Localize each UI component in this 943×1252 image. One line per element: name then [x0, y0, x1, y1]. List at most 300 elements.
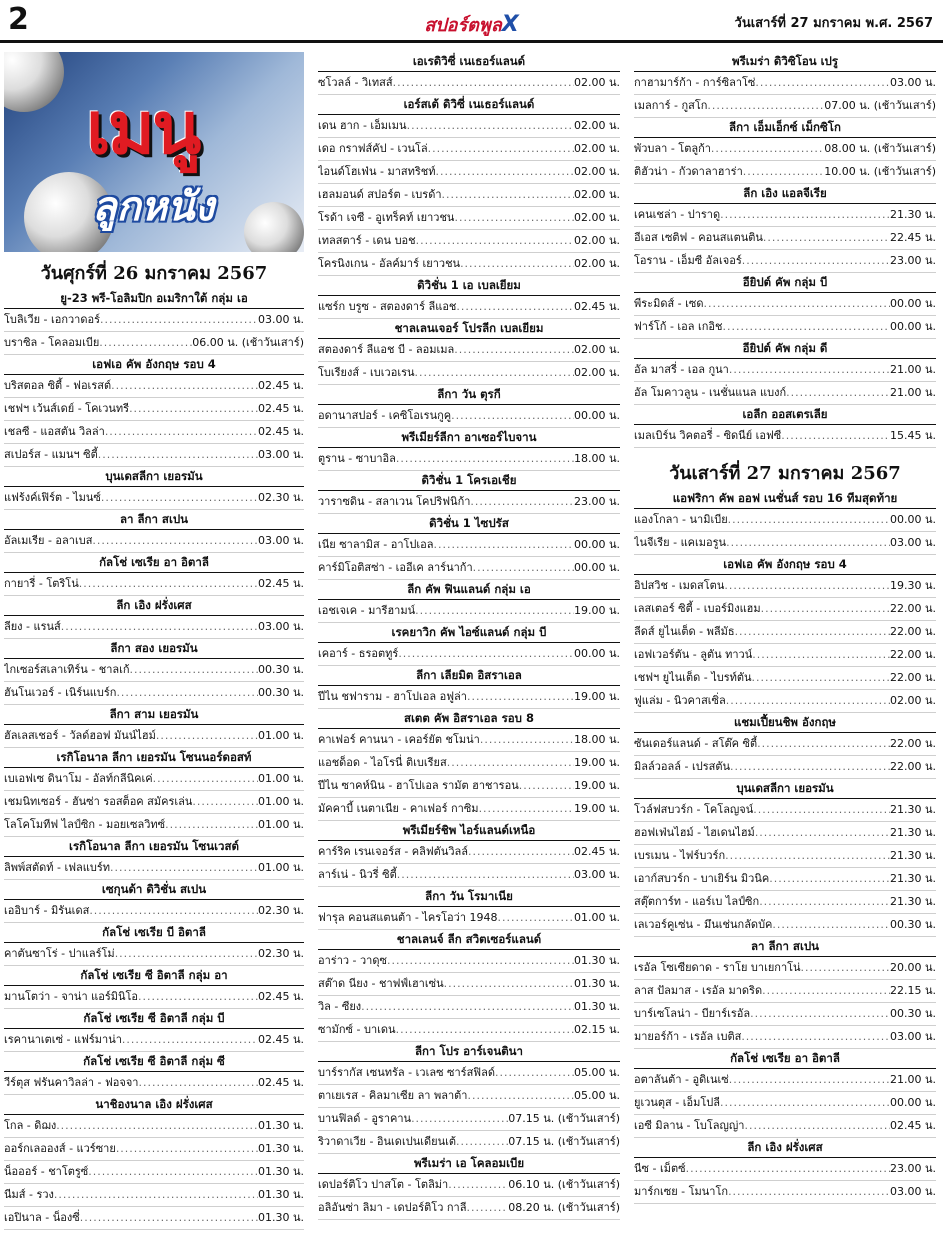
- fixture-row: [318, 1197, 620, 1220]
- dot-leader: [711, 138, 824, 160]
- match-teams: มานโตว่า - จาน่า แอร์มินิโอ: [4, 990, 139, 1003]
- match-teams: บานฟิลด์ - อูราคาน: [318, 1112, 412, 1125]
- brand-name: สปอร์ตพูล: [424, 15, 502, 36]
- dot-leader: [495, 1062, 574, 1084]
- fixture-row: [318, 1085, 620, 1108]
- kickoff-time: 02.00 น.: [573, 366, 620, 379]
- dot-leader: [460, 253, 574, 275]
- kickoff-time: 19.00 น.: [573, 802, 620, 815]
- kickoff-time: 02.00 น.: [573, 119, 620, 132]
- kickoff-time: 00.00 น.: [889, 320, 936, 333]
- dot-leader: [116, 682, 258, 704]
- dot-leader: [786, 382, 890, 404]
- dot-leader: [101, 487, 258, 509]
- kickoff-time: 02.30 น.: [257, 491, 304, 504]
- fixture-row: [4, 768, 304, 791]
- league-heading: เซกุนด้า ดิวิชั่น สเปน: [4, 880, 304, 900]
- kickoff-time: 21.30 น.: [889, 208, 936, 221]
- match-teams: แองโกลา - นามิเบีย: [634, 513, 728, 526]
- fixture-row: [318, 600, 620, 623]
- match-teams: ซันเดอร์แลนด์ - สโต๊ค ซิตี้: [634, 737, 758, 750]
- match-teams: อดานาสปอร์ - เคซิโอเรนกูคู: [318, 409, 452, 422]
- league-heading: ลีกา วัน โรมาเนีย: [318, 887, 620, 907]
- league-heading: อียิปต์ คัพ กลุ่ม ดี: [634, 339, 936, 359]
- kickoff-time: 02.00 น.: [573, 188, 620, 201]
- match-teams: เชฟฯ เว้นส์เดย์ - โคเวนทรี: [4, 402, 130, 415]
- league-heading: เอเรดิวิซี่ เนเธอร์แลนด์: [318, 52, 620, 72]
- fixture-list: [318, 52, 620, 1220]
- kickoff-time: 23.00 น.: [573, 495, 620, 508]
- fixture-row: [634, 532, 936, 555]
- dot-leader: [447, 752, 574, 774]
- league-heading: เอร์สเต้ ดิวิซี่ เนเธอร์แลนด์: [318, 95, 620, 115]
- match-teams: กายารี่ - โตริโน่: [4, 577, 79, 590]
- dot-leader: [92, 530, 258, 552]
- match-teams: โลโคโมทีฟ ไลป์ซิก - มอยเซลวิทซ์: [4, 818, 166, 831]
- match-teams: อิปสวิช - เมดสโตน: [634, 579, 725, 592]
- dot-leader: [741, 1026, 890, 1048]
- kickoff-time: 22.00 น.: [889, 671, 936, 684]
- match-teams: อาร่าว - วาดุซ: [318, 954, 387, 967]
- dot-leader: [726, 532, 890, 554]
- match-teams: บราซิล - โคลอมเบีย: [4, 336, 100, 349]
- match-teams: อัล โมคาวลูน - เนชั่นแนล แบงก์: [634, 386, 787, 399]
- league-heading: ลีก เอิง แอลจีเรีย: [634, 184, 936, 204]
- kickoff-time: 02.00 น.: [889, 694, 936, 707]
- fixture-row: [634, 1115, 936, 1138]
- match-teams: พัวบลา - โตลูก้า: [634, 142, 711, 155]
- fixture-row: [4, 725, 304, 748]
- match-teams: สเปอร์ส - แมนฯ ซิตี้: [4, 448, 98, 461]
- match-teams: วิล - ซียง: [318, 1000, 362, 1013]
- fixture-row: [4, 1072, 304, 1095]
- match-teams: เดปอร์ติโว ปาสโต - โตลิม่า: [318, 1178, 449, 1191]
- match-teams: เอาก์สบวร์ก - บาเยิร์น มิวนิค: [634, 872, 770, 885]
- fixture-row: [4, 1184, 304, 1207]
- league-heading: สเตต คัพ อิสราเอล รอบ 8: [318, 709, 620, 729]
- fixture-row: [318, 996, 620, 1019]
- kickoff-time: 03.00 น.: [889, 76, 936, 89]
- fixture-row: [318, 643, 620, 666]
- dot-leader: [743, 161, 825, 183]
- dot-leader: [725, 845, 890, 867]
- banner-title: เมนู: [86, 86, 199, 170]
- dot-leader: [757, 733, 890, 755]
- league-heading: นาชิองนาล เอิง ฝรั่งเศส: [4, 1095, 304, 1115]
- fixture-row: [4, 857, 304, 880]
- kickoff-time: 02.45 น.: [257, 379, 304, 392]
- fixture-row: [634, 980, 936, 1003]
- dot-leader: [479, 798, 574, 820]
- kickoff-time: 06.00 น. (เช้าวันเสาร์): [192, 336, 304, 349]
- dot-leader: [80, 1207, 258, 1229]
- match-teams: ฮันโนเวอร์ - เนิร์นแบร์ก: [4, 686, 117, 699]
- fixture-row: [634, 575, 936, 598]
- dot-leader: [111, 375, 258, 397]
- match-teams: เมลการ์ - กูสโก: [634, 99, 708, 112]
- fixture-row: [634, 1003, 936, 1026]
- page-header: [0, 0, 943, 42]
- fixture-row: [4, 444, 304, 467]
- dot-leader: [752, 644, 890, 666]
- dot-leader: [415, 600, 574, 622]
- dot-leader: [753, 799, 890, 821]
- kickoff-time: 03.00 น.: [889, 1030, 936, 1043]
- fixture-row: [318, 491, 620, 514]
- fixture-row: [4, 332, 304, 355]
- dot-leader: [769, 868, 890, 890]
- match-teams: ไกเซอร์สเลาเทิร์น - ชาลเก้: [4, 663, 130, 676]
- fixture-row: [318, 1062, 620, 1085]
- dot-leader: [396, 448, 574, 470]
- fixture-row: [634, 161, 936, 184]
- kickoff-time: 01.00 น.: [257, 861, 304, 874]
- kickoff-time: 01.30 น.: [573, 977, 620, 990]
- kickoff-time: 01.30 น.: [573, 954, 620, 967]
- dot-leader: [762, 980, 890, 1002]
- kickoff-time: 19.00 น.: [573, 690, 620, 703]
- dot-leader: [519, 775, 574, 797]
- kickoff-time: 02.00 น.: [573, 343, 620, 356]
- kickoff-time: 21.00 น.: [889, 1073, 936, 1086]
- dot-leader: [454, 339, 574, 361]
- match-teams: คาตันซาโร่ - ปาแลร์โม่: [4, 947, 115, 960]
- fixture-row: [634, 667, 936, 690]
- dot-leader: [393, 72, 574, 94]
- fixture-row: [634, 382, 936, 405]
- fixture-row: [4, 1161, 304, 1184]
- fixture-row: [318, 138, 620, 161]
- league-heading: เอฟเอ คัพ อังกฤษ รอบ 4: [634, 555, 936, 575]
- fixture-row: [318, 115, 620, 138]
- match-teams: เคนเชล่า - ปาราดู: [634, 208, 721, 221]
- kickoff-time: 02.45 น.: [257, 425, 304, 438]
- page-number: 2: [8, 2, 29, 37]
- fixture-row: [318, 207, 620, 230]
- match-teams: ฟารุล คอนสแตนต้า - ไครโอว่า 1948: [318, 911, 498, 924]
- kickoff-time: 01.00 น.: [573, 911, 620, 924]
- league-heading: ลีกา เอ็มเอ็กซ์ เม็กซิโก: [634, 118, 936, 138]
- match-teams: น็อออร์ - ชาโตรูซ์: [4, 1165, 89, 1178]
- fixture-row: [634, 733, 936, 756]
- fixture-row: [634, 1069, 936, 1092]
- kickoff-time: 00.30 น.: [889, 918, 936, 931]
- fixture-row: [4, 900, 304, 923]
- dot-leader: [724, 575, 890, 597]
- match-teams: เอซี มิลาน - โบโลญญ่า: [634, 1119, 745, 1132]
- kickoff-time: 00.00 น.: [573, 647, 620, 660]
- league-heading: ชาลเลนจ์ ลีก สวิตเซอร์แลนด์: [318, 930, 620, 950]
- kickoff-time: 02.00 น.: [573, 211, 620, 224]
- kickoff-time: 22.45 น.: [889, 231, 936, 244]
- fixture-row: [4, 682, 304, 705]
- league-heading: ยู-23 พรี-โอลิมปิก อเมริกาใต้ กลุ่ม เอ: [4, 289, 304, 309]
- fixture-row: [4, 1207, 304, 1230]
- match-teams: สตองดาร์ ลีแอช บี - ลอมเมล: [318, 343, 455, 356]
- league-heading: ลีกา สาม เยอรมัน: [4, 705, 304, 725]
- fixture-row: [318, 405, 620, 428]
- kickoff-time: 07.15 น. (เช้าวันเสาร์): [508, 1135, 620, 1148]
- league-heading: แอฟริกา คัพ ออฟ เนชั่นส์ รอบ 16 ทีมสุดท้าย: [634, 489, 936, 509]
- match-teams: ติฮัวน่า - กัวดาลาฮาร่า: [634, 165, 743, 178]
- match-teams: คาร์ริค เรนเจอร์ส - คลิฟตันวิลล์: [318, 845, 468, 858]
- fixture-row: [318, 339, 620, 362]
- dot-leader: [156, 725, 258, 747]
- fixture-row: [318, 161, 620, 184]
- column-3: [634, 52, 936, 1204]
- match-teams: โครนิงเกน - อัลค์มาร์ เยาวชน: [318, 257, 461, 270]
- dot-leader: [729, 359, 890, 381]
- match-teams: เทลสตาร์ - เดน บอช: [318, 234, 416, 247]
- fixture-row: [318, 1174, 620, 1197]
- fixture-row: [4, 375, 304, 398]
- fixture-row: [634, 957, 936, 980]
- dot-leader: [98, 444, 258, 466]
- dot-leader: [130, 659, 258, 681]
- fixture-row: [634, 822, 936, 845]
- match-teams: วาราซดิน - สลาเวน โคปริฟนิก้า: [318, 495, 471, 508]
- fixture-row: [634, 598, 936, 621]
- kickoff-time: 02.45 น.: [257, 1076, 304, 1089]
- kickoff-time: 00.00 น.: [889, 1096, 936, 1109]
- fixture-row: [318, 362, 620, 385]
- fixture-row: [318, 1131, 620, 1154]
- fixture-row: [318, 1108, 620, 1131]
- match-teams: เออิบาร์ - มิรันเดส: [4, 904, 90, 917]
- dot-leader: [116, 1138, 258, 1160]
- dot-leader: [138, 1072, 258, 1094]
- match-teams: ออร์กเลอองส์ - แวร์ซาย: [4, 1142, 116, 1155]
- dot-leader: [442, 184, 574, 206]
- kickoff-time: 21.30 น.: [889, 803, 936, 816]
- fixture-list: [634, 489, 936, 1204]
- fixture-row: [634, 644, 936, 667]
- league-heading: กัลโช่ เซเรีย ซี อิตาลี กลุ่ม บี: [4, 1009, 304, 1029]
- dot-leader: [129, 398, 258, 420]
- match-teams: โบลิเวีย - เอกวาดอร์: [4, 313, 101, 326]
- fixture-row: [4, 616, 304, 639]
- kickoff-time: 19.00 น.: [573, 604, 620, 617]
- column-1: [4, 52, 304, 1230]
- match-teams: ฟูแล่ม - นิวคาสเซิ่ล: [634, 694, 726, 707]
- fixture-row: [4, 986, 304, 1009]
- kickoff-time: 03.00 น.: [573, 868, 620, 881]
- fixture-row: [634, 690, 936, 713]
- dot-leader: [761, 598, 890, 620]
- dot-leader: [686, 1158, 890, 1180]
- league-heading: เอลีก ออสเตรเลีย: [634, 405, 936, 425]
- dot-leader: [411, 1108, 508, 1130]
- match-teams: ปีไน ชฟาราม - ฮาโปเอล อฟูล่า: [318, 690, 467, 703]
- dot-leader: [88, 1161, 258, 1183]
- dot-leader: [396, 1019, 574, 1041]
- dot-leader: [755, 822, 890, 844]
- dot-leader: [720, 204, 890, 226]
- kickoff-time: 15.45 น.: [889, 429, 936, 442]
- dot-leader: [79, 573, 258, 595]
- kickoff-time: 02.30 น.: [257, 947, 304, 960]
- kickoff-time: 01.00 น.: [257, 818, 304, 831]
- fixture-row: [4, 814, 304, 837]
- fixture-row: [318, 557, 620, 580]
- kickoff-time: 02.00 น.: [573, 76, 620, 89]
- fixture-row: [318, 973, 620, 996]
- fixture-row: [634, 868, 936, 891]
- match-teams: บาร์เซโลน่า - บียาร์เรอัล: [634, 1007, 751, 1020]
- kickoff-time: 02.00 น.: [573, 165, 620, 178]
- kickoff-time: 02.30 น.: [257, 904, 304, 917]
- column-2: [318, 52, 620, 1220]
- kickoff-time: 02.15 น.: [573, 1023, 620, 1036]
- kickoff-time: 18.00 น.: [573, 452, 620, 465]
- kickoff-time: 21.30 น.: [889, 895, 936, 908]
- dot-leader: [110, 857, 258, 879]
- kickoff-time: 21.00 น.: [889, 386, 936, 399]
- dot-leader: [153, 768, 258, 790]
- match-teams: เคอาร์ - ธรอตทูร์: [318, 647, 399, 660]
- kickoff-time: 10.00 น. (เช้าวันเสาร์): [824, 165, 936, 178]
- match-teams: อัล มาสรี่ - เอล กูนา: [634, 363, 729, 376]
- league-heading: แชมเปี้ยนชิพ อังกฤษ: [634, 713, 936, 733]
- fixture-row: [318, 775, 620, 798]
- match-teams: เบเอฟเซ ดินาโม - อัลท์กลีนิคเค่: [4, 772, 153, 785]
- fixture-row: [318, 841, 620, 864]
- match-teams: ปีไน ซาคห์นิน - ฮาโปเอล รามัต ฮาชารอน: [318, 779, 519, 792]
- kickoff-time: 07.00 น. (เช้าวันเสาร์): [824, 99, 936, 112]
- day-title-saturday: วันเสาร์ที่ 27 มกราคม 2567: [669, 463, 901, 484]
- kickoff-time: 00.00 น.: [573, 409, 620, 422]
- match-teams: ลิพพ์สตัดท์ - เฟลแบร์ท: [4, 861, 110, 874]
- fixture-row: [318, 686, 620, 709]
- fixture-row: [4, 421, 304, 444]
- day-title-friday: วันศุกร์ที่ 26 มกราคม 2567: [40, 263, 268, 284]
- match-teams: ยูเวนตุส - เอ็มโปลี: [634, 1096, 720, 1109]
- match-teams: มิลล์วอลล์ - เปรสตัน: [634, 760, 730, 773]
- league-heading: ลีก เอิง ฝรั่งเศส: [634, 1138, 936, 1158]
- dot-leader: [451, 405, 574, 427]
- match-teams: นีซ - เม็ตซ์: [634, 1162, 686, 1175]
- kickoff-time: 03.00 น.: [257, 534, 304, 547]
- fixture-row: [634, 1092, 936, 1115]
- kickoff-time: 00.00 น.: [889, 513, 936, 526]
- dot-leader: [105, 421, 258, 443]
- kickoff-time: 03.00 น.: [257, 620, 304, 633]
- match-teams: แฟร้งค์เฟิร์ต - ไมนซ์: [4, 491, 101, 504]
- dot-leader: [755, 72, 890, 94]
- match-teams: เรคานาเตเซ่ - แฟร์มาน่า: [4, 1033, 122, 1046]
- dot-leader: [448, 1174, 508, 1196]
- match-teams: โอราน - เอ็มซี อัลเจอร์: [634, 254, 742, 267]
- match-teams: พีระมิดส์ - เซด: [634, 297, 704, 310]
- fixture-row: [634, 1181, 936, 1204]
- match-teams: โรด้า เจซี - อูเทร็คท์ เยาวชน: [318, 211, 455, 224]
- match-teams: บาร์รากัส เซนทรัล - เวเลซ ซาร์สฟิลด์: [318, 1066, 495, 1079]
- kickoff-time: 19.00 น.: [573, 779, 620, 792]
- dot-leader: [56, 1115, 258, 1137]
- league-heading: กัลโช่ เซเรีย ซี อิตาลี กลุ่ม อา: [4, 966, 304, 986]
- league-heading: เรกิโอนาล ลีกา เยอรมัน โซนเวสต์: [4, 837, 304, 857]
- dot-leader: [54, 1184, 258, 1206]
- fixture-row: [634, 72, 936, 95]
- dot-leader: [726, 690, 890, 712]
- match-teams: ไอนด์โฮเฟ่น - มาสทริชท์: [318, 165, 436, 178]
- dot-leader: [456, 296, 574, 318]
- fixture-row: [634, 138, 936, 161]
- kickoff-time: 02.45 น.: [257, 402, 304, 415]
- match-teams: มัคคาบี้ เนตาเนีย - คาเฟอร์ กาซิม: [318, 802, 479, 815]
- dot-leader: [467, 1085, 574, 1107]
- match-teams: เดน ฮาก - เอ็มเมน: [318, 119, 407, 132]
- league-heading: ดิวิชั่น 1 เอ เบลเยียม: [318, 276, 620, 296]
- league-heading: พรีเมียร์ชิพ ไอร์แลนด์เหนือ: [318, 821, 620, 841]
- dot-leader: [744, 1115, 890, 1137]
- fixture-row: [318, 864, 620, 887]
- dot-leader: [100, 309, 258, 331]
- match-teams: เดอ กราฟส์คัป - เวนโล่: [318, 142, 428, 155]
- fixture-row: [634, 250, 936, 273]
- league-heading: พรีเมร่า เอ โคลอมเบีย: [318, 1154, 620, 1174]
- kickoff-time: 02.45 น.: [889, 1119, 936, 1132]
- dot-leader: [454, 207, 574, 229]
- match-teams: ไนจีเรีย - แคเมอรูน: [634, 536, 727, 549]
- kickoff-time: 01.30 น.: [573, 1000, 620, 1013]
- kickoff-time: 22.00 น.: [889, 737, 936, 750]
- league-heading: กัลโช่ เซเรีย อา อิตาลี: [4, 553, 304, 573]
- fixture-row: [4, 398, 304, 421]
- match-teams: สต๊าด นียง - ชาฟฟ์เฮาเซ่น: [318, 977, 444, 990]
- dot-leader: [729, 1069, 890, 1091]
- dot-leader: [468, 841, 574, 863]
- dot-leader: [456, 1131, 508, 1153]
- kickoff-time: 02.00 น.: [573, 234, 620, 247]
- kickoff-time: 02.45 น.: [257, 1033, 304, 1046]
- match-teams: เนีย ซาลามิส - อาโปเอล: [318, 538, 434, 551]
- league-heading: ลีกา วัน ตุรกี: [318, 385, 620, 405]
- league-heading: พรีเมียร์ลีกา อาเซอร์ไบจาน: [318, 428, 620, 448]
- match-teams: วีร์ตุส ฟรันคาวิลล่า - ฟอจจา: [4, 1076, 139, 1089]
- kickoff-time: 01.30 น.: [257, 1142, 304, 1155]
- match-teams: ตาเยเรส - คิลมาเซีย ลา พลาต้า: [318, 1089, 468, 1102]
- dot-leader: [467, 686, 574, 708]
- match-teams: เชฟฯ ยูไนเต็ด - ไบรท์ตัน: [634, 671, 752, 684]
- kickoff-time: 22.15 น.: [889, 984, 936, 997]
- dot-leader: [498, 907, 574, 929]
- fixture-row: [4, 1138, 304, 1161]
- dot-leader: [444, 973, 574, 995]
- kickoff-time: 22.00 น.: [889, 648, 936, 661]
- kickoff-time: 21.30 น.: [889, 826, 936, 839]
- dot-leader: [742, 250, 890, 272]
- brand-x: X: [501, 12, 519, 37]
- league-heading: ชาลเลนเจอร์ โปรลีก เบลเยียม: [318, 319, 620, 339]
- match-teams: ฮอฟเฟ่นไฮม์ - ไฮเดนไฮม์: [634, 826, 755, 839]
- match-teams: เชมนิทเซอร์ - ฮันซ่า รอสต็อค สมัครเล่น: [4, 795, 193, 808]
- fixture-row: [634, 227, 936, 250]
- match-teams: เอชเจเค - มารีฮามน์: [318, 604, 416, 617]
- dot-leader: [398, 643, 574, 665]
- match-teams: แอชด็อด - ไอโรนี่ ติเบเรียส: [318, 756, 447, 769]
- match-teams: มาร์กเซย - โมนาโก: [634, 1185, 729, 1198]
- match-teams: ลียง - แรนส์: [4, 620, 61, 633]
- dot-leader: [466, 1197, 508, 1219]
- fixture-row: [318, 752, 620, 775]
- dot-leader: [720, 1092, 890, 1114]
- kickoff-time: 00.30 น.: [889, 1007, 936, 1020]
- match-teams: อัลเมเรีย - อลาเบส: [4, 534, 93, 547]
- match-teams: โกล - ดิฌง: [4, 1119, 57, 1132]
- dot-leader: [470, 491, 574, 513]
- kickoff-time: 22.00 น.: [889, 602, 936, 615]
